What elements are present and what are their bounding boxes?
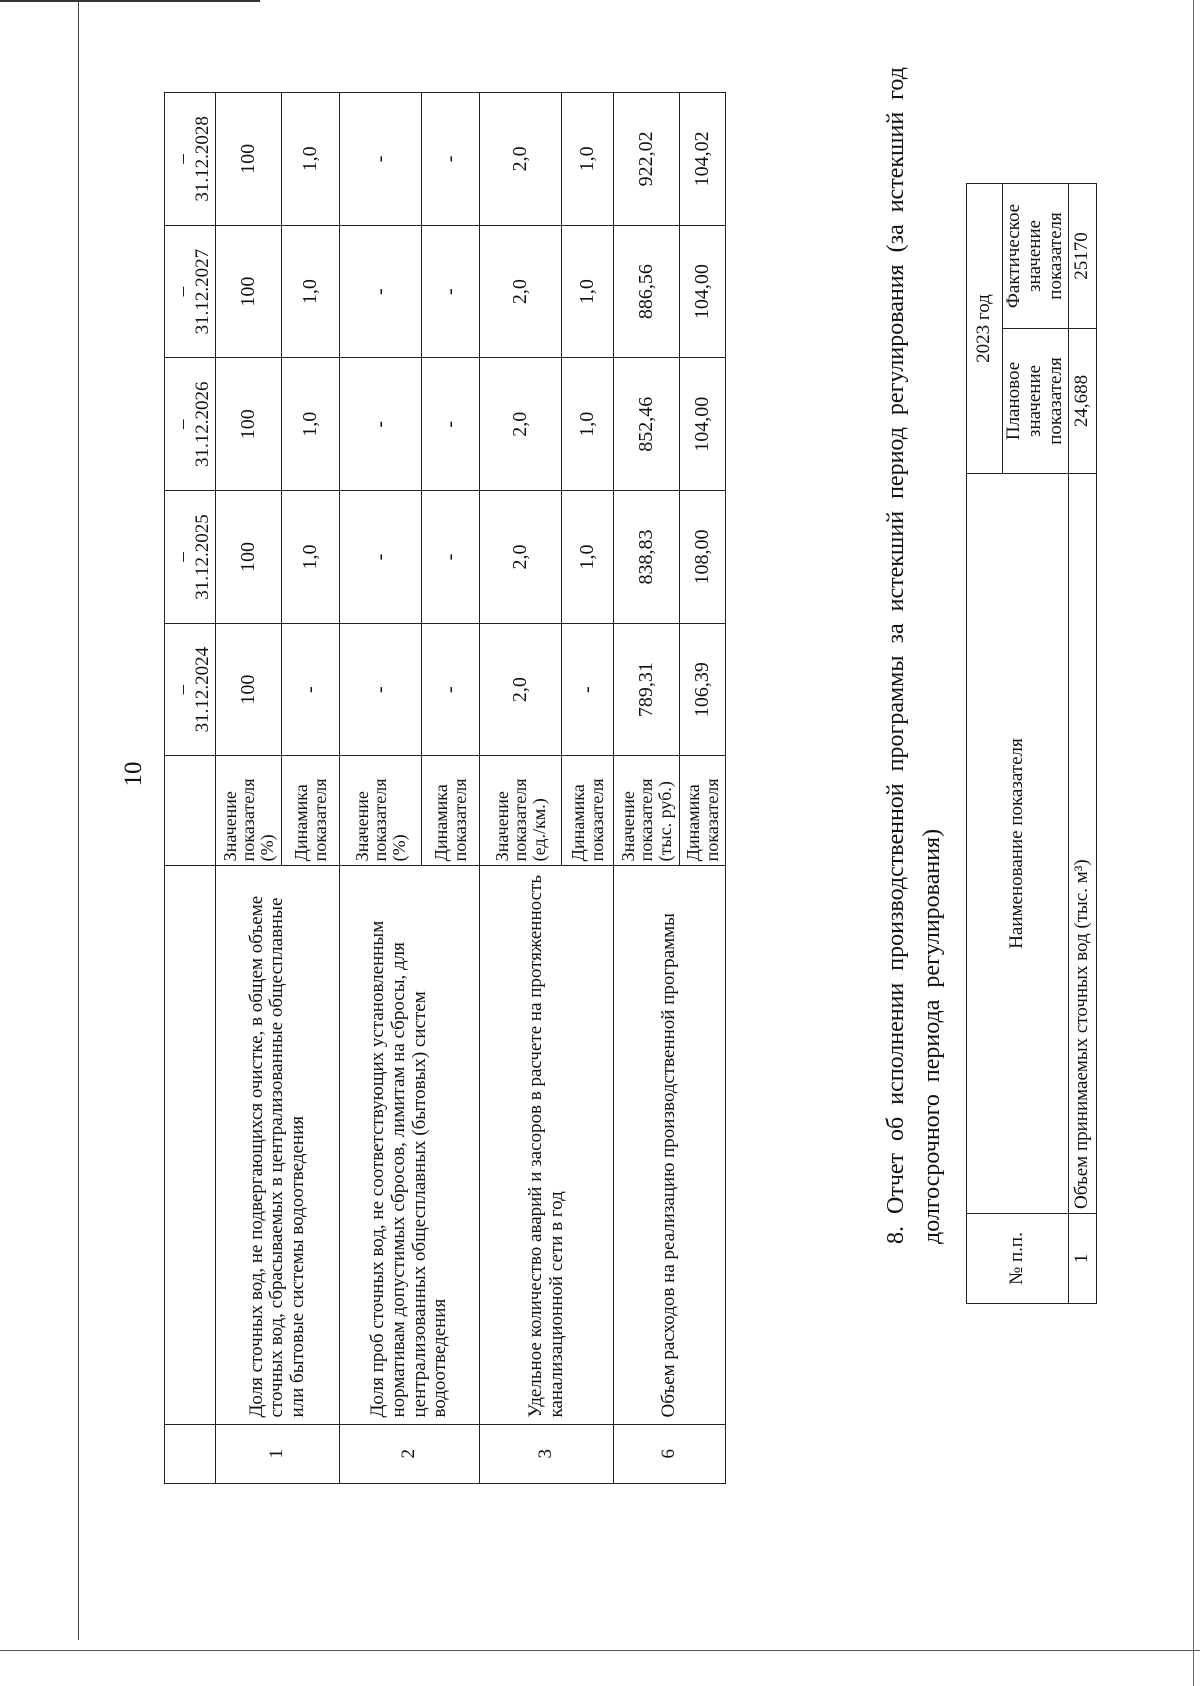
table-row <box>614 93 680 1484</box>
col-header-plan: Плановое значение показателя <box>1003 329 1069 474</box>
indicator-name: Доля проб сточных вод, не соответствующих установленным нормативам допустимых сбросов, лимитам на сбросы, для централизованных общесплавных (бытовых) систем водоотведения <box>340 866 480 1424</box>
table-row <box>340 93 422 1484</box>
value-cell: - <box>422 491 480 624</box>
row-number: 1 <box>216 1424 340 1483</box>
value-cell: 922,02 <box>614 93 680 226</box>
sub-label: Значение показателя (ед./км.) <box>480 756 562 866</box>
indicator-name: Доля сточных вод, не подвергающихся очистке, в общем объеме сточных вод, сбрасываемых в централизованные общесплавные или бытовые системы водоотведения <box>216 866 340 1424</box>
sub-label: Динамика показателя <box>282 756 340 866</box>
col-header-year: 2023 год <box>967 183 1003 473</box>
value-cell: 789,31 <box>614 623 680 756</box>
section-heading: 8. Отчет об исполнении производственной программы за истекший период регулирования (за истекший год долгосрочного периода регулирования) <box>883 67 945 1244</box>
value-cell: 104,00 <box>680 225 726 358</box>
col-header-fact: Фактическое значение показателя <box>1003 183 1069 328</box>
value-cell: 2,0 <box>480 93 562 226</box>
value-cell: - <box>562 623 614 756</box>
sub-label: Значение показателя (тыс. руб.) <box>614 756 680 866</box>
value-cell: 886,56 <box>614 225 680 358</box>
date-column-header: – 31.12.2027 <box>165 225 216 358</box>
value-cell: 104,00 <box>680 358 726 491</box>
value-cell: 1,0 <box>562 93 614 226</box>
header-cell <box>165 756 216 866</box>
sub-label: Динамика показателя <box>422 756 480 866</box>
sub-label: Значение показателя (%) <box>340 756 422 866</box>
table-row <box>216 93 282 1484</box>
value-cell: - <box>422 93 480 226</box>
row-number: 6 <box>614 1424 726 1483</box>
value-cell: 100 <box>216 623 282 756</box>
report-table <box>966 183 1097 1304</box>
date-column-header: – 31.12.2024 <box>165 623 216 756</box>
rotated-page <box>58 64 1178 1484</box>
indicators-table <box>164 92 726 1484</box>
value-cell: 100 <box>216 93 282 226</box>
date-column-header: – 31.12.2025 <box>165 491 216 624</box>
value-cell: 1,0 <box>282 225 340 358</box>
header-cell <box>165 866 216 1424</box>
value-cell: 2,0 <box>480 491 562 624</box>
value-cell: - <box>340 491 422 624</box>
value-cell: 1,0 <box>282 491 340 624</box>
header-cell <box>165 1424 216 1483</box>
sub-label: Значение показателя (%) <box>216 756 282 866</box>
scan-edge <box>0 0 260 8</box>
scan-edge <box>0 1650 1200 1651</box>
value-cell: 100 <box>216 491 282 624</box>
value-cell: 1,0 <box>562 225 614 358</box>
value-cell: 104,02 <box>680 93 726 226</box>
row-number: 1 <box>1068 1214 1096 1304</box>
indicator-name: Удельное количество аварий и засоров в расчете на протяженность канализационной сети в год <box>480 866 614 1424</box>
value-cell: - <box>340 623 422 756</box>
value-cell: 100 <box>216 358 282 491</box>
value-cell: 2,0 <box>480 358 562 491</box>
table-row <box>1068 183 1096 1303</box>
sub-label: Динамика показателя <box>680 756 726 866</box>
date-column-header: – 31.12.2028 <box>165 93 216 226</box>
plan-value: 24,688 <box>1068 329 1096 474</box>
value-cell: - <box>340 225 422 358</box>
indicator-name: Объем расходов на реализацию производственной программы <box>614 866 726 1424</box>
value-cell: 1,0 <box>282 358 340 491</box>
col-header-name: Наименование показателя <box>967 474 1069 1214</box>
sub-label: Динамика показателя <box>562 756 614 866</box>
indicator-name: Объем принимаемых сточных вод (тыс. м³) <box>1068 474 1096 1214</box>
value-cell: 2,0 <box>480 225 562 358</box>
value-cell: 1,0 <box>282 93 340 226</box>
row-number: 3 <box>480 1424 614 1483</box>
value-cell: - <box>340 358 422 491</box>
row-number: 2 <box>340 1424 480 1483</box>
value-cell: 852,46 <box>614 358 680 491</box>
value-cell: - <box>422 358 480 491</box>
table-row <box>967 183 1003 1303</box>
value-cell: 838,83 <box>614 491 680 624</box>
value-cell: - <box>422 623 480 756</box>
fact-value: 25170 <box>1068 183 1096 328</box>
value-cell: - <box>340 93 422 226</box>
value-cell: 2,0 <box>480 623 562 756</box>
value-cell: 1,0 <box>562 358 614 491</box>
value-cell: 108,00 <box>680 491 726 624</box>
scan-edge <box>1193 0 1194 1686</box>
page-number: 10 <box>120 761 147 787</box>
value-cell: - <box>422 225 480 358</box>
value-cell: 1,0 <box>562 491 614 624</box>
value-cell: 106,39 <box>680 623 726 756</box>
value-cell: - <box>282 623 340 756</box>
col-header-num: № п.п. <box>967 1214 1069 1304</box>
table-row <box>480 93 562 1484</box>
date-column-header: – 31.12.2026 <box>165 358 216 491</box>
value-cell: 100 <box>216 225 282 358</box>
